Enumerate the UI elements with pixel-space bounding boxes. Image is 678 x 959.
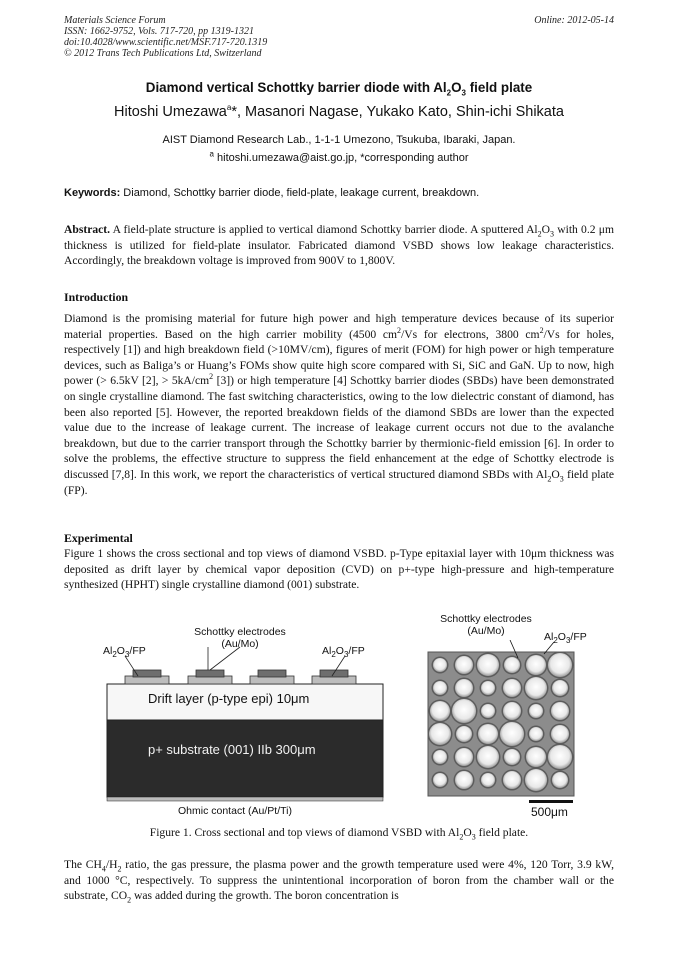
copyright-line: © 2012 Trans Tech Publications Ltd, Switzerland xyxy=(64,48,262,59)
journal-header xyxy=(64,15,267,59)
schottky-electrode-dot xyxy=(525,677,547,699)
schottky-electrode-dot xyxy=(526,747,546,767)
schottky-electrode-dot xyxy=(455,656,473,674)
schottky-electrode-dot xyxy=(455,679,473,697)
schottky-electrode-dot xyxy=(433,773,447,787)
growth-conditions-text: The $CH_4/H_2$ ratio, the gas pressure, the plasma power and the growth temperature used were 4%, 120 Torr, 3.9 kW, and 1000 °C, respectively. To suppress the unintentional incorporation of boron from the chamber wall or the substrate, $CO_2$ was added during the growth. The boron concentration is xyxy=(64,858,614,905)
affiliation: AIST Diamond Research Lab., 1-1-1 Umezono, Tsukuba, Ibaraki, Japan. xyxy=(162,134,516,146)
schottky-electrode-dot xyxy=(481,773,495,787)
schottky-electrode-dot xyxy=(551,725,569,743)
schottky-electrode-dot xyxy=(548,653,572,677)
schottky-electrode-dot xyxy=(526,655,546,675)
paper-title: Diamond vertical Schottky barrier diode with $Al_2O_3$ field plate xyxy=(145,80,533,98)
schottky-electrode-dot xyxy=(455,748,473,766)
keywords: Keywords: Diamond, Schottky barrier diode, field-plate, leakage current, breakdown. xyxy=(64,187,480,199)
schottky-pointer xyxy=(210,647,240,670)
figure-caption: Figure 1. Cross sectional and top views of diamond VSBD with $Al_2O_3$ field plate. xyxy=(149,826,529,842)
schottky-label: Schottky electrodes (Au/Mo) xyxy=(194,626,286,650)
substrate-label: p+ substrate (001) IIb 300μm xyxy=(148,742,316,757)
schottky-electrode-dot xyxy=(503,702,521,720)
issn-line: ISSN: 1662-9752, Vols. 717-720, pp 1319-1321 xyxy=(64,26,254,37)
author-list: Hitoshi Umezawa$^a$*, Masanori Nagase, Yukako Kato, Shin-ichi Shikata xyxy=(114,103,564,120)
top-view-micrograph xyxy=(426,640,586,820)
experimental-heading: Experimental xyxy=(64,531,133,545)
top-view-schottky-label: Schottky electrodes (Au/Mo) xyxy=(440,613,532,637)
schottky-electrode-dot xyxy=(548,745,572,769)
schottky-electrode-dot xyxy=(529,727,543,741)
schottky-electrode-dot xyxy=(481,704,495,718)
scale-bar xyxy=(529,800,573,803)
schottky-electrode-dot xyxy=(478,724,498,744)
abstract: Abstract. A field-plate structure is applied to vertical diamond Schottky barrier diode. A sputtered $Al_2O_3$ with 0.2 μm thickness is utilized for field-plate insulator. Fabricated diamond VSBD shows low leakage characteristics. Accordingly, the breakdown voltage is improved from 900V to 1,800V. xyxy=(64,223,614,268)
electrode-4 xyxy=(312,670,356,684)
schottky-electrode-dot xyxy=(429,723,451,745)
schottky-electrode-dot xyxy=(503,679,521,697)
introduction-text: Diamond is the promising material for future high power and high temperature devices because of its superior material properties. Based on the high carrier mobility (4500 $cm^2/Vs$ for electrons, 3800 $cm^2/Vs$ for holes, respectively [1]) and high breakdown field (>10MV/cm), figures of merit (FOM) for high power or high temperature devices, such as Baliga’s or Huang’s FOMs show quite high score compared with Si, SiC and GaN. Up to now, high power (> 6.5kV [2], > $5kA/cm^2$ [3]) or high temperature [4] Schottky barrier diodes (SBDs) have been demonstrated on single crystalline diamond. The fast switching characteristics, owing to the low dielectric constant of diamond, has been also reported [5]. However, the reported breakdown fields of the diamond SBDs are lower than the expected value due to the increase of leakage current. The increase of leakage current occurs not due to the avalanche breakdown, but due to the carrier transport through the Schottky barrier by thermionic-field emission [6]. In order to solve the problems, the effective structure to suppress the field enhancement at the edge of Schottky electrode is discussed [7,8]. In this work, we report the characteristics of vertical structured diamond SBDs with $Al_2O_3$ field plate (FP). xyxy=(64,312,614,497)
schottky-electrode-dot xyxy=(433,750,447,764)
drift-layer-label: Drift layer (p-type epi) 10μm xyxy=(148,691,310,706)
schottky-electrode-dot xyxy=(552,680,568,696)
schottky-electrode-dot xyxy=(477,654,499,676)
journal-name: Materials Science Forum xyxy=(64,15,166,26)
introduction-heading: Introduction xyxy=(64,290,129,304)
scale-label: 500μm xyxy=(531,805,568,819)
schottky-electrode-dot xyxy=(456,726,472,742)
schottky-electrode-dot xyxy=(503,771,521,789)
experimental-text: Figure 1 shows the cross sectional and top views of diamond VSBD. p-Type epitaxial layer with 10μm thickness was deposited as drift layer by chemical vapor deposition (CVD) on p+-type high-pressure and high-temperature synthesized (HPHT) single crystalline diamond (001) substrate. xyxy=(64,547,614,592)
top-view-fp-label: $Al_2O_3/FP$ xyxy=(544,631,587,646)
ohmic-contact-layer xyxy=(107,797,383,801)
schottky-electrode-dot xyxy=(504,749,520,765)
schottky-electrode-dot xyxy=(551,702,569,720)
schottky-electrode-dot xyxy=(481,681,495,695)
fp-label-left: $Al_2O_3/FP$ xyxy=(103,645,146,660)
schottky-electrode-dot xyxy=(529,704,543,718)
doi-line: doi:10.4028/www.scientific.net/MSF.717-720.1319 xyxy=(64,37,268,48)
schottky-electrode-dot xyxy=(525,769,547,791)
schottky-electrode-dot xyxy=(552,772,568,788)
schottky-electrode-dot xyxy=(430,701,450,721)
schottky-electrode-dot xyxy=(433,681,447,695)
schottky-electrode-dot xyxy=(452,699,476,723)
electrode-2 xyxy=(188,670,232,684)
schottky-electrode-dot xyxy=(504,657,520,673)
online-date: Online: 2012-05-14 xyxy=(534,15,614,26)
fp-label-right: $Al_2O_3/FP$ xyxy=(322,645,365,660)
ohmic-label: Ohmic contact (Au/Pt/Ti) xyxy=(178,805,292,817)
electrode-3 xyxy=(250,670,294,684)
substrate-layer xyxy=(107,720,383,797)
schottky-electrode-dot xyxy=(433,658,447,672)
schottky-electrode-dot xyxy=(455,771,473,789)
schottky-electrode-dot xyxy=(477,746,499,768)
schottky-electrode-dot xyxy=(500,722,524,746)
contact-email: $^a$ hitoshi.umezawa@aist.go.jp, *corresponding author xyxy=(209,149,469,164)
electrode-1 xyxy=(125,670,169,684)
